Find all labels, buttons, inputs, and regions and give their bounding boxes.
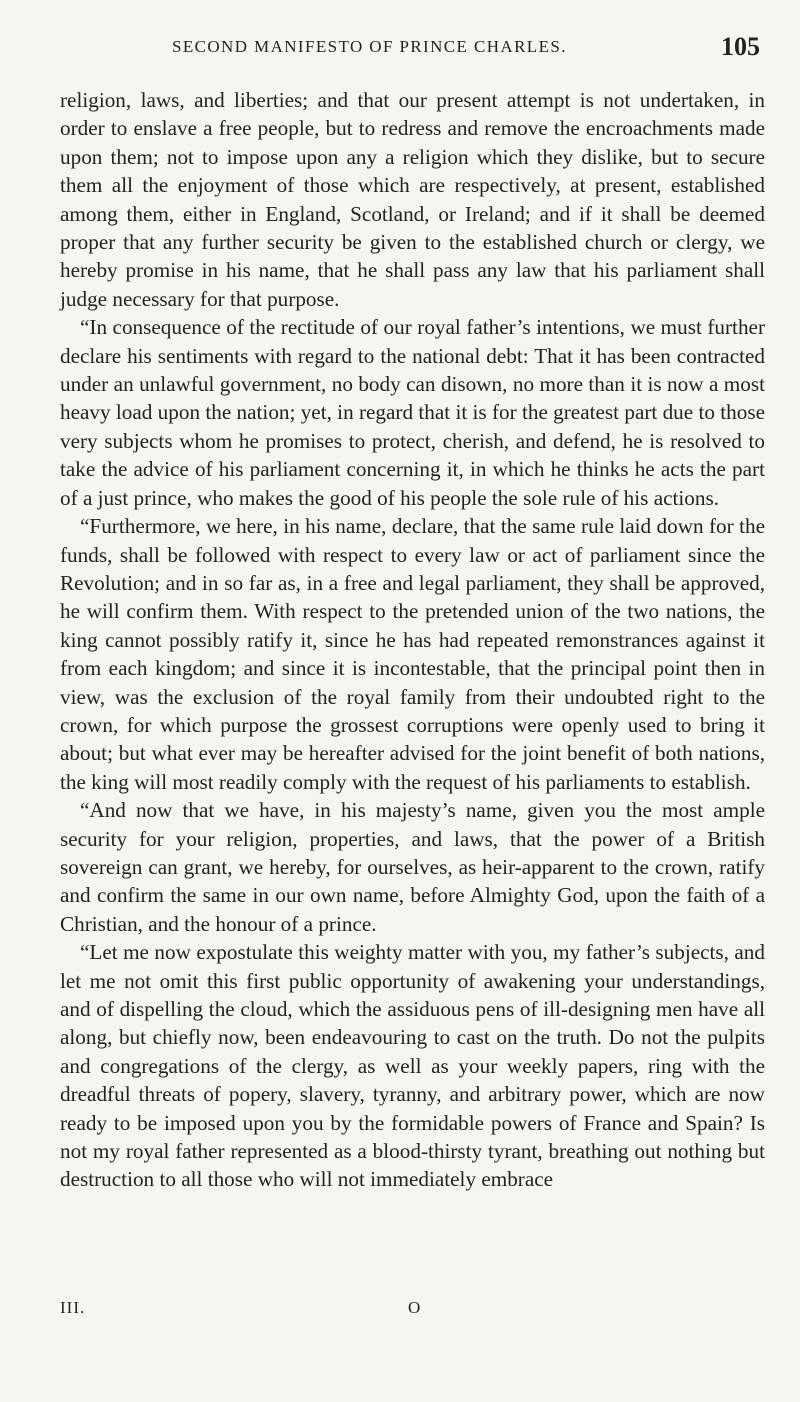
paragraph: “Let me now expostulate this weighty matter with you, my father’s subjects, and let me not omit this first public opportunity of awakening your understandings, and of dispelling the cloud, which the assiduous pens of ill-designing men have all along, but chiefly now, been endeavouring to cast on the truth. Do not the pulpits and congregations of the clergy, as well as your weekly papers, ring with the dreadful threats of popery, slavery, tyranny, and arbitrary power, which are now ready to be imposed upon you by the formidable powers of France and Spain? Is not my royal father represented as a blood-thirsty tyrant, breathing out nothing but destruction to all those who will not immediately embrace xyxy=(60,940,765,1192)
sheet-mark: O xyxy=(408,1298,421,1317)
body-text xyxy=(60,86,765,1194)
paragraph: “Furthermore, we here, in his name, declare, that the same rule laid down for the funds, shall be followed with respect to every law or act of parliament since the Revolution; and in so far as, in a free and legal parliament, they shall be approved, he will confirm them. With respect to the pretended union of the two nations, the king cannot possibly ratify it, since he has had repeated remonstrances against it from each kingdom; and since it is incontestable, that the principal point then in view, was the exclusion of the royal family from their undoubted right to the crown, for which purpose the grossest corruptions were openly used to bring it about; but what ever may be hereafter advised for the joint benefit of both nations, the king will most readily comply with the request of his parliaments to establish. xyxy=(60,514,765,794)
page-header xyxy=(60,32,760,62)
page-number: 105 xyxy=(721,32,760,61)
page-footer xyxy=(60,1298,660,1326)
volume-signature: III. xyxy=(60,1298,86,1317)
paragraph: “And now that we have, in his majesty’s name, given you the most ample security for your religion, properties, and laws, that the power of a British sovereign can grant, we hereby, for ourselves, as heir-apparent to the crown, ratify and confirm the same in our own name, before Almighty God, upon the faith of a Christian, and the honour of a prince. xyxy=(60,798,765,936)
running-head: SECOND MANIFESTO OF PRINCE CHARLES. xyxy=(172,37,567,56)
paragraph: “In consequence of the rectitude of our royal father’s intentions, we must further declare his sentiments with regard to the national debt: That it has been contracted under an unlawful government, no body can disown, no more than it is now a most heavy load upon the nation; yet, in regard that it is for the greatest part due to those very subjects whom he promises to protect, cherish, and defend, he is resolved to take the advice of his parliament concerning it, in which he thinks he acts the part of a just prince, who makes the good of his people the sole rule of his actions. xyxy=(60,315,765,510)
paragraph: religion, laws, and liberties; and that our present attempt is not undertaken, in order to enslave a free people, but to redress and remove the encroachments made upon them; not to impose upon any a religion which they dislike, but to secure them all the enjoyment of those which are respectively, at present, established among them, either in England, Scotland, or Ireland; and if it shall be deemed proper that any further security be given to the established church or clergy, we hereby promise in his name, that he shall pass any law that his parliament shall judge necessary for that purpose. xyxy=(60,88,765,311)
